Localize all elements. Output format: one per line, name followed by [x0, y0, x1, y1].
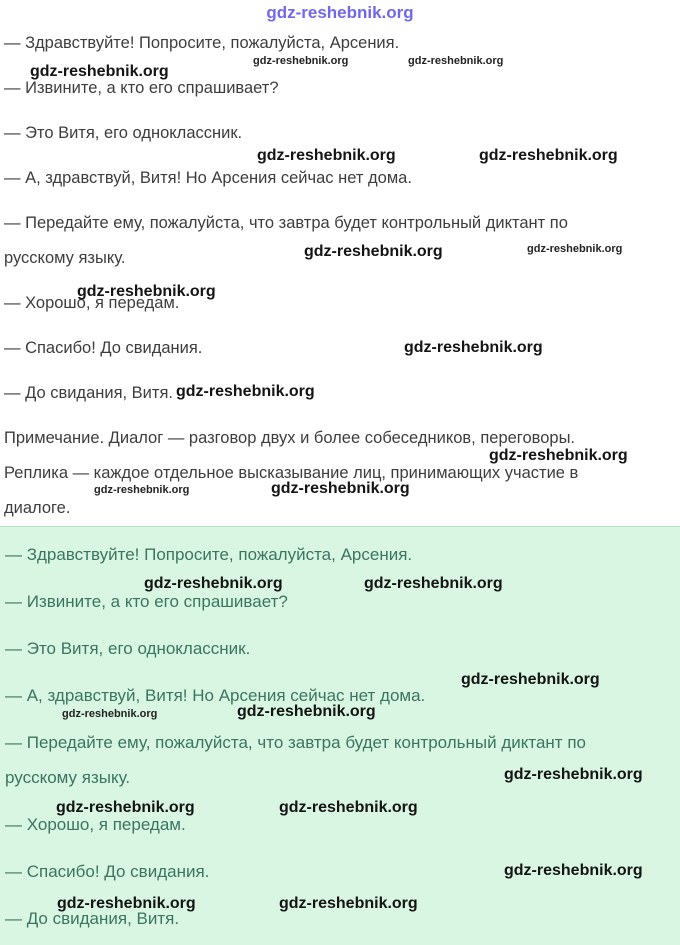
dialogue-line: — Хорошо, я передам.	[4, 294, 180, 312]
watermark: gdz-reshebnik.org	[504, 766, 643, 783]
watermark: gdz-reshebnik.org	[176, 383, 315, 400]
dialogue-line: — Передайте ему, пожалуйста, что завтра будет контрольный диктант по русскому языку.	[5, 733, 586, 787]
watermark: gdz-reshebnik.org	[279, 799, 418, 816]
watermark: gdz-reshebnik.org	[404, 339, 543, 356]
watermark: gdz-reshebnik.org	[461, 671, 600, 688]
dialogue-line: — Хорошо, я передам.	[5, 815, 186, 834]
dialogue-line: — Передайте ему, пожалуйста, что завтра будет контрольный диктант по русскому языку.	[4, 214, 568, 267]
watermark: gdz-reshebnik.org	[489, 447, 628, 464]
dialogue-line: — Это Витя, его одноклассник.	[4, 124, 243, 142]
watermark: gdz-reshebnik.org	[144, 575, 283, 592]
watermark: gdz-reshebnik.org	[57, 895, 196, 912]
dialogue-section-highlighted	[0, 526, 680, 945]
dialogue-line: — Спасибо! До свидания.	[5, 862, 210, 881]
watermark: gdz-reshebnik.org	[94, 484, 190, 496]
dialogue-line: — Извините, а кто его спрашивает?	[4, 79, 279, 97]
dialogue-line: — До свидания, Витя.	[4, 384, 173, 402]
site-watermark-header: gdz-reshebnik.org	[266, 3, 414, 22]
dialogue-line: — Спасибо! До свидания.	[4, 339, 203, 357]
watermark: gdz-reshebnik.org	[304, 243, 443, 260]
note-text: Примечание. Диалог — разговор двух и более собеседников, переговоры. Реплика — каждое отдельное высказывание лиц, принимающих участие в диалоге.	[4, 429, 579, 517]
dialogue-line: — Здравствуйте! Попросите, пожалуйста, Арсения.	[4, 34, 400, 52]
watermark: gdz-reshebnik.org	[364, 575, 503, 592]
watermark: gdz-reshebnik.org	[408, 55, 504, 67]
watermark: gdz-reshebnik.org	[56, 799, 195, 816]
dialogue-line: — До свидания, Витя.	[5, 909, 180, 928]
watermark: gdz-reshebnik.org	[77, 283, 216, 300]
watermark: gdz-reshebnik.org	[62, 708, 158, 720]
watermark: gdz-reshebnik.org	[504, 862, 643, 879]
dialogue-line: — Здравствуйте! Попросите, пожалуйста, Арсения.	[5, 545, 413, 564]
watermark: gdz-reshebnik.org	[279, 895, 418, 912]
dialogue-line: — А, здравствуй, Витя! Но Арсения сейчас нет дома.	[4, 169, 412, 187]
dialogue-line: — Это Витя, его одноклассник.	[5, 639, 251, 658]
watermark: gdz-reshebnik.org	[257, 147, 396, 164]
watermark: gdz-reshebnik.org	[527, 243, 623, 255]
watermark: gdz-reshebnik.org	[30, 63, 169, 80]
dialogue-line: — А, здравствуй, Витя! Но Арсения сейчас нет дома.	[5, 686, 426, 705]
watermark: gdz-reshebnik.org	[253, 55, 349, 67]
watermark: gdz-reshebnik.org	[237, 703, 376, 720]
watermark: gdz-reshebnik.org	[479, 147, 618, 164]
watermark: gdz-reshebnik.org	[271, 480, 410, 497]
dialogue-line: — Извините, а кто его спрашивает?	[5, 592, 288, 611]
